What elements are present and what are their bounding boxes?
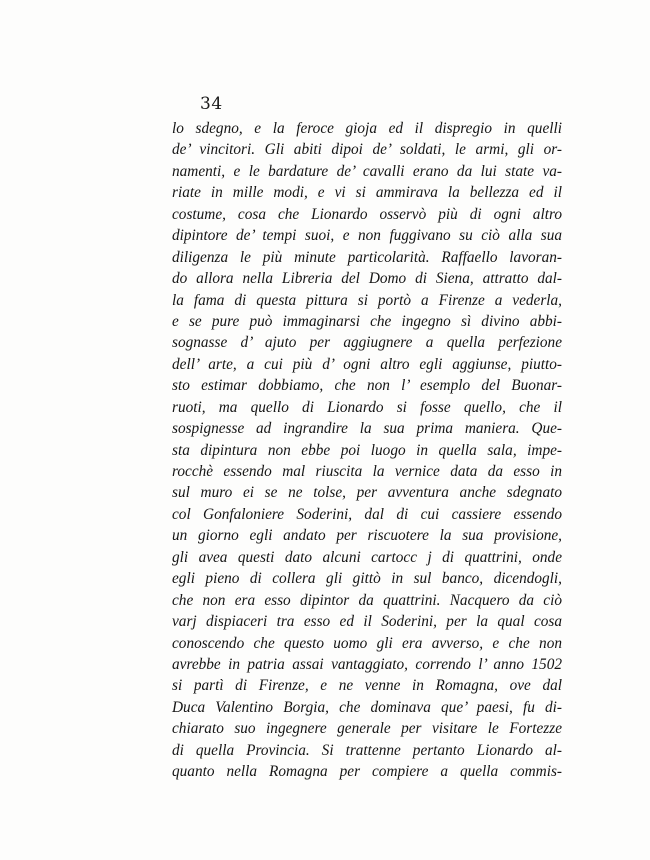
text-line: egli pieno di collera gli gittò in sul banco, dicendogli, bbox=[172, 570, 562, 588]
text-line: riate in mille modi, e vi si ammirava la bellezza ed il bbox=[172, 184, 562, 202]
text-line: che non era esso dipintor da quattrini. Nacquero da ciò bbox=[172, 591, 562, 609]
text-line: dipintore de’ tempi suoi, e non fuggivano su ciò alla sua bbox=[172, 227, 562, 245]
body-text bbox=[172, 118, 562, 783]
text-line: conoscendo che questo uomo gli era avverso, e che non bbox=[172, 634, 562, 652]
text-line: namenti, e le bardature de’ cavalli erano da lui state va- bbox=[172, 162, 562, 180]
text-line: chiarato suo ingegnere generale per visitare le Fortezze bbox=[172, 720, 562, 738]
text-line: col Gonfaloniere Soderini, dal di cui cassiere essendo bbox=[172, 505, 562, 523]
text-line: sta dipintura non ebbe poi luogo in quella sala, impe- bbox=[172, 441, 562, 459]
text-line: sognasse d’ ajuto per aggiugnere a quella perfezione bbox=[172, 334, 562, 352]
text-line: diligenza le più minute particolarità. Raffaello lavoran- bbox=[172, 248, 562, 266]
text-line: e se pure può immaginarsi che ingegno sì divino abbi- bbox=[172, 312, 562, 330]
text-line: un giorno egli andato per riscuotere la sua provisione, bbox=[172, 527, 562, 545]
text-line: do allora nella Libreria del Domo di Siena, attratto dal- bbox=[172, 270, 562, 288]
text-line: dell’ arte, a cui più d’ ogni altro egli aggiunse, piutto- bbox=[172, 355, 562, 373]
text-line: ruoti, ma quello di Lionardo si fosse quello, che il bbox=[172, 398, 562, 416]
text-line: si partì di Firenze, e ne venne in Romagna, ove dal bbox=[172, 677, 562, 695]
text-line: sospignesse ad ingrandire la sua prima maniera. Que- bbox=[172, 420, 562, 438]
text-line: di quella Provincia. Si trattenne pertanto Lionardo al- bbox=[172, 741, 562, 759]
text-line: rocchè essendo mal riuscita la vernice data da esso in bbox=[172, 463, 562, 480]
text-line: lo sdegno, e la feroce gioja ed il dispregio in quelli bbox=[172, 120, 562, 137]
text-line: sul muro ei se ne tolse, per avventura anche sdegnato bbox=[172, 484, 562, 502]
text-line: costume, cosa che Lionardo osservò più di ogni altro bbox=[172, 205, 562, 223]
text-line: avrebbe in patria assai vantaggiato, correndo l’ anno 1502 bbox=[172, 655, 562, 673]
text-line: Duca Valentino Borgia, che dominava que’ paesi, fu di- bbox=[172, 698, 562, 716]
text-line: varj dispiaceri tra esso ed il Soderini, per la qual cosa bbox=[172, 613, 562, 631]
text-line: gli avea questi dato alcuni cartocc j di quattrini, onde bbox=[172, 548, 562, 566]
text-line: sto estimar dobbiamo, che non l’ esemplo del Buonar- bbox=[172, 377, 562, 395]
text-line: de’ vincitori. Gli abiti dipoi de’ soldati, le armi, gli or- bbox=[172, 141, 562, 159]
page-number: 34 bbox=[200, 94, 223, 114]
text-line: la fama di questa pittura si portò a Firenze a vederla, bbox=[172, 291, 562, 309]
text-line: quanto nella Romagna per compiere a quella commis- bbox=[172, 763, 562, 781]
